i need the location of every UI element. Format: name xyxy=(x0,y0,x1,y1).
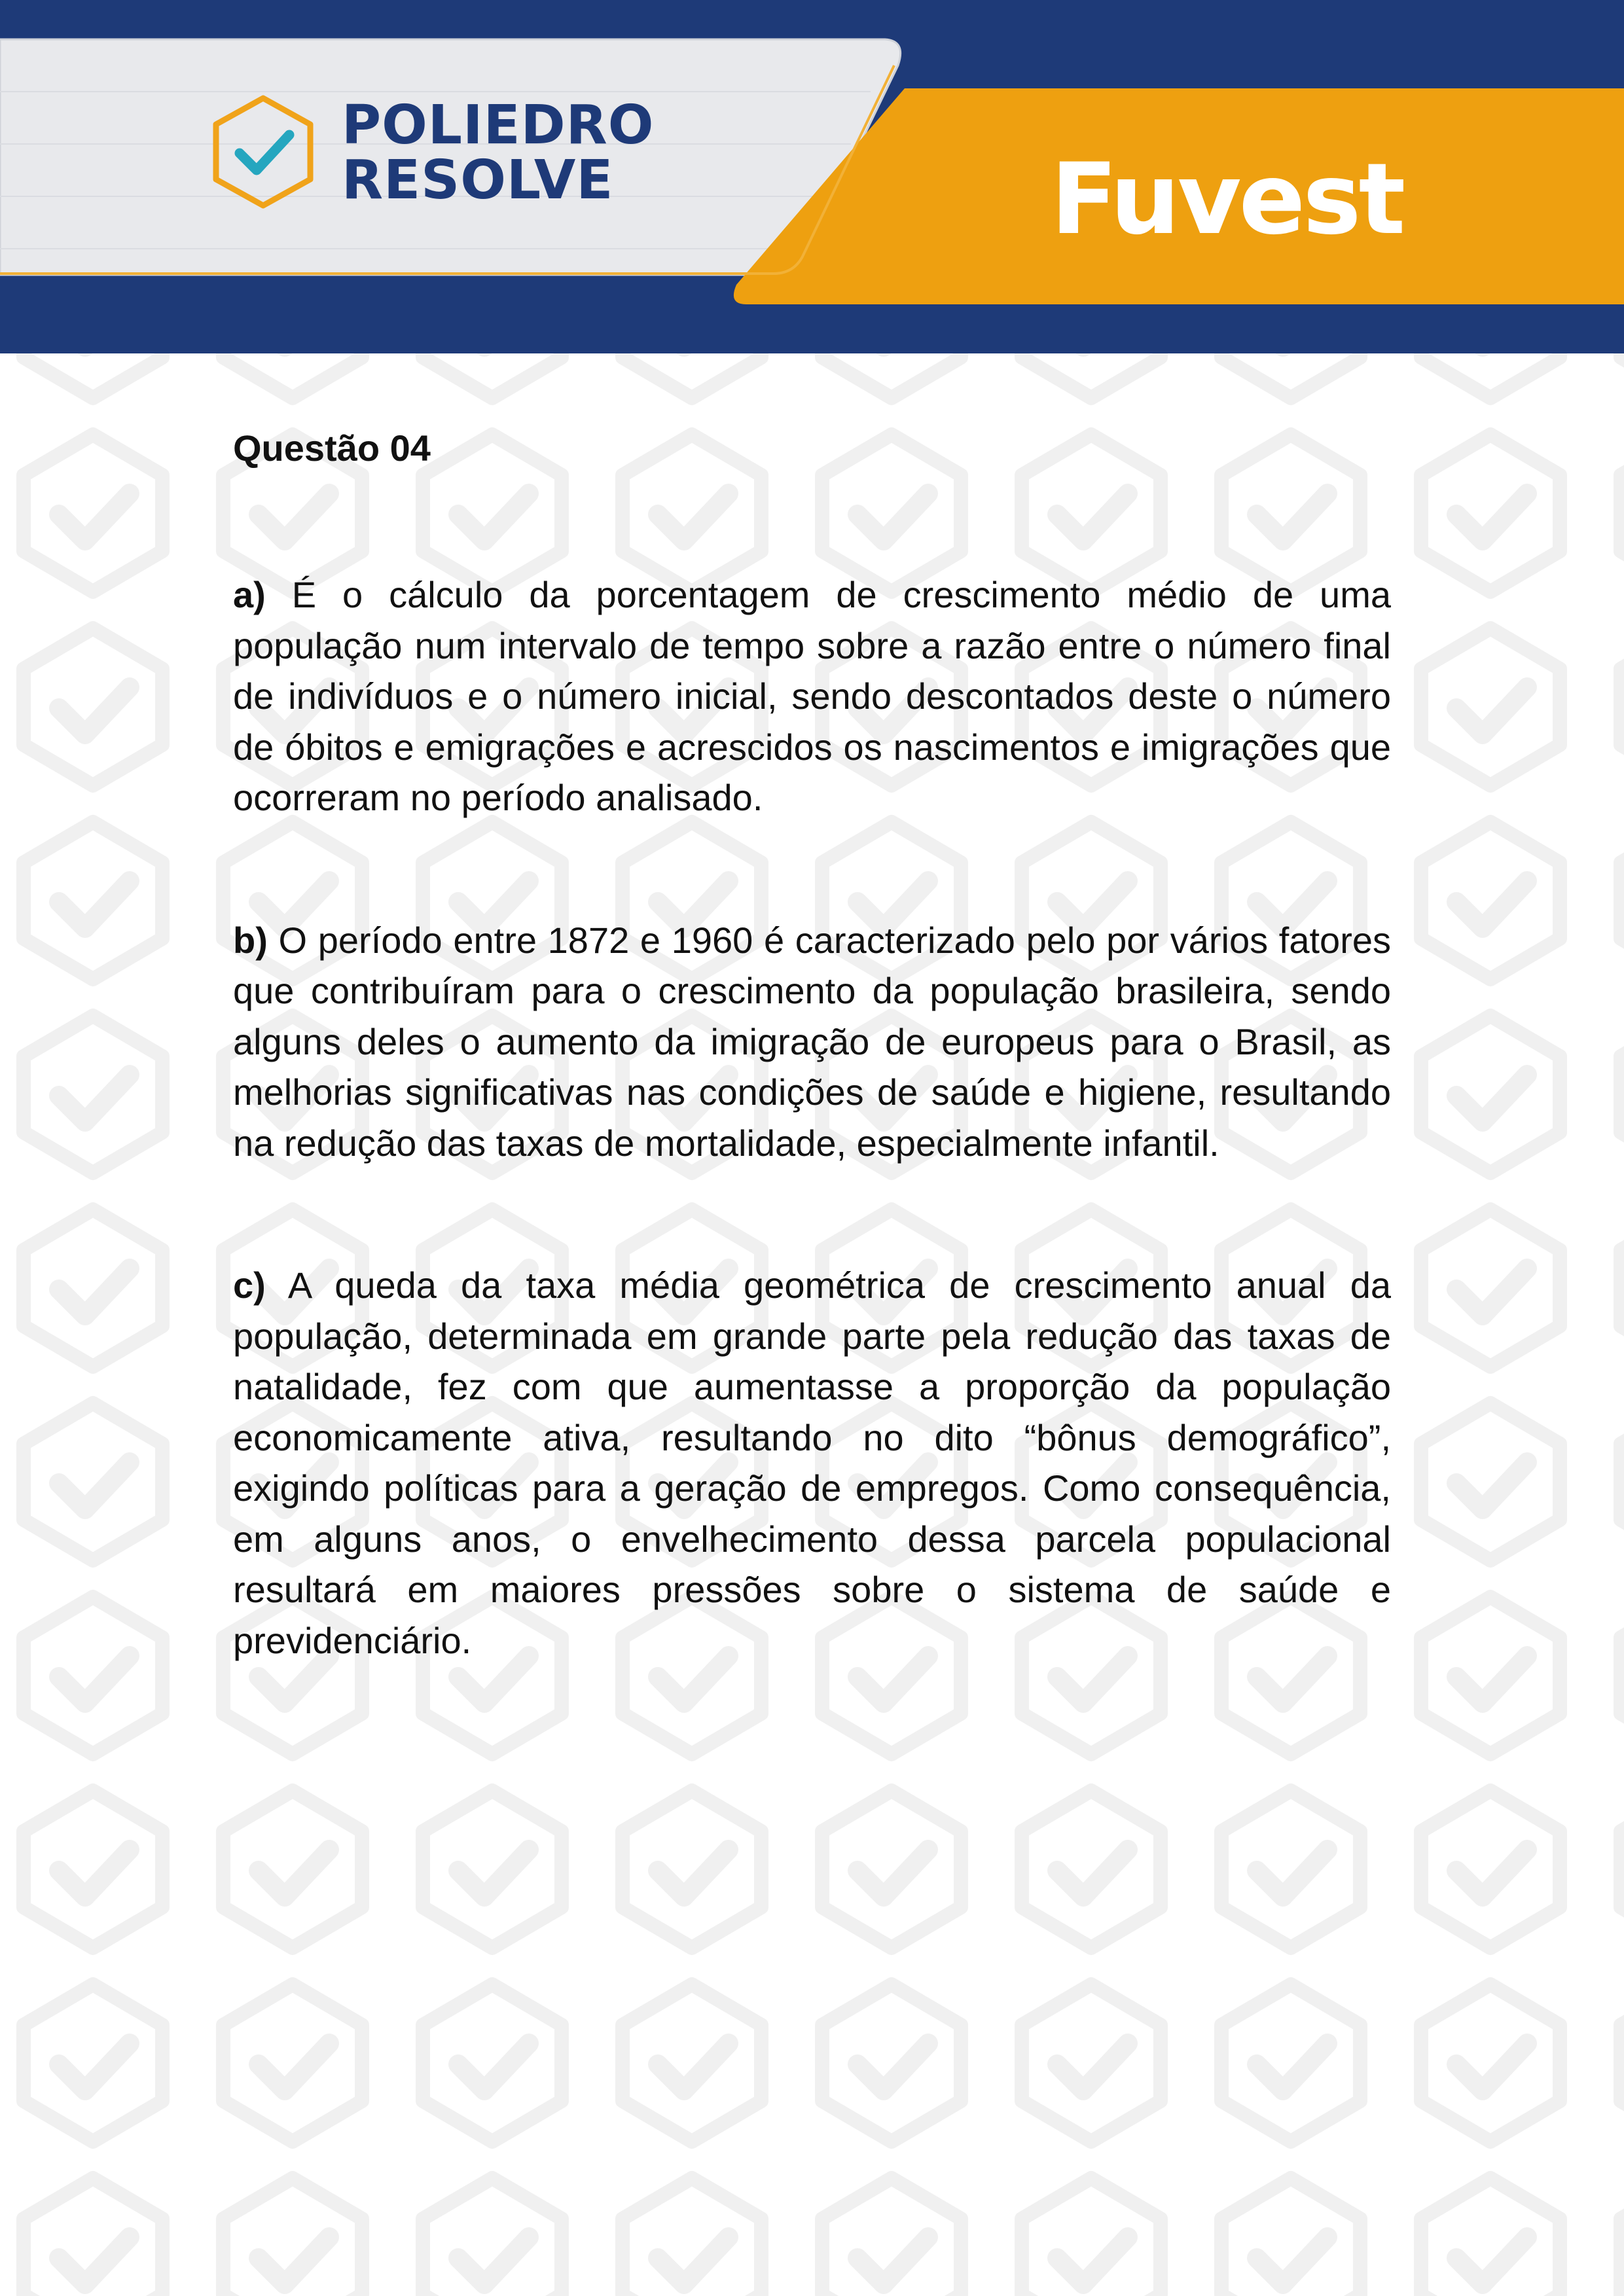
question-title: Questão 04 xyxy=(233,427,431,469)
answer-c-label: c) xyxy=(233,1265,266,1306)
answer-b-text: O período entre 1872 e 1960 é caracterizado pelo por vários fatores que contribuíram para o crescimento da população brasileira, sendo alguns deles o aumento da imigração de europeus para o Brasil, as melhorias significativas nas condições de saúde e higiene, resultando na redução das taxas de mortalidade, especialmente infantil. xyxy=(233,919,1391,1164)
brand-logo-text xyxy=(342,94,655,211)
brand-line-1: POLIEDRO xyxy=(342,94,655,156)
answer-a xyxy=(233,569,1391,823)
answer-c xyxy=(233,1260,1391,1666)
exam-title: Fuvest xyxy=(1051,143,1403,257)
document-content xyxy=(233,419,1391,1757)
brand-line-2: RESOLVE xyxy=(342,149,614,211)
answer-a-text: É o cálculo da porcentagem de crescimento médio de uma população num intervalo de tempo sobre a razão entre o número final de indivíduos e o número inicial, sendo descontados deste o número de óbitos e emigrações e acrescidos os nascimentos e imigrações que ocorreram no período analisado. xyxy=(233,574,1391,818)
answer-b-label: b) xyxy=(233,919,268,961)
hexagon-check-icon xyxy=(208,93,318,211)
answer-a-label: a) xyxy=(233,574,266,615)
answer-c-text: A queda da taxa média geométrica de crescimento anual da população, determinada em grande parte pela redução das taxas de natalidade, fez com que aumentasse a proporção da população economicamente ativa, resultando no dito “bônus demográfico”, exigindo políticas para a geração de empregos. Como consequência, em alguns anos, o envelhecimento dessa parcela populacional resultará em maiores pressões sobre o sistema de saúde e previdenciário. xyxy=(233,1265,1391,1661)
answer-b xyxy=(233,915,1391,1169)
